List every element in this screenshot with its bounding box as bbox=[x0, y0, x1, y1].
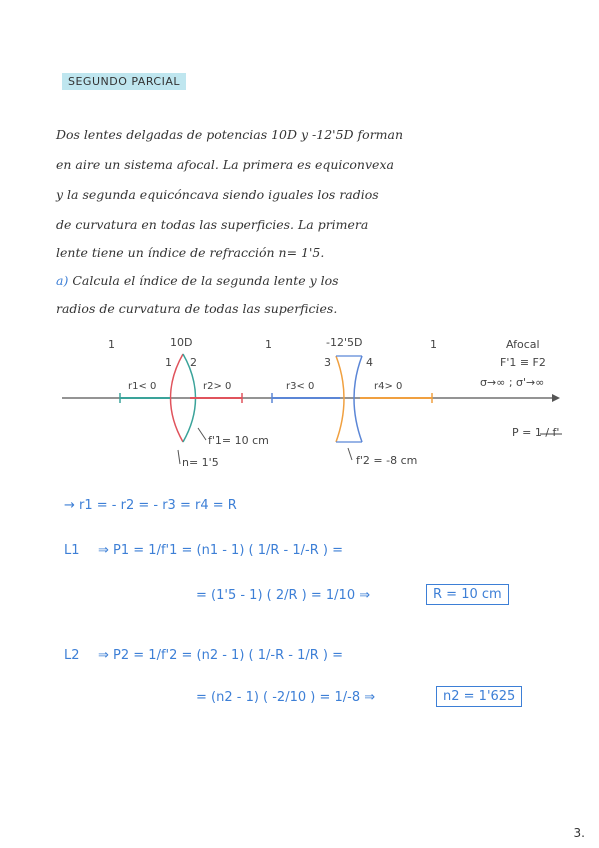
surface-3-label: 3 bbox=[324, 356, 331, 369]
part-a-label: a) bbox=[56, 273, 69, 288]
axis-arrow bbox=[552, 394, 560, 402]
surface-1-label: 1 bbox=[165, 356, 172, 369]
power2-label: -12'5D bbox=[326, 336, 363, 349]
page-number: 3. bbox=[573, 826, 585, 840]
problem-line: y la segunda equicóncava siendo iguales los radios bbox=[56, 187, 379, 202]
f2-pointer bbox=[348, 448, 352, 460]
section-title: SEGUNDO PARCIAL bbox=[62, 73, 186, 90]
n-left: 1 bbox=[108, 338, 115, 351]
r2-label: r2> 0 bbox=[203, 381, 232, 392]
radii-relation: → r1 = - r2 = - r3 = r4 = R bbox=[64, 498, 237, 513]
f1-pointer bbox=[198, 428, 206, 440]
l2-equation-1: ⇒ P2 = 1/f'2 = (n2 - 1) ( 1/-R - 1/R ) = bbox=[98, 648, 343, 663]
problem-line: de curvatura en todas las superficies. La primera bbox=[56, 217, 369, 232]
f2-label: f'2 = -8 cm bbox=[356, 454, 418, 467]
l1-equation-2: = (1'5 - 1) ( 2/R ) = 1/10 ⇒ bbox=[196, 588, 371, 603]
l1-label: L1 bbox=[64, 543, 80, 558]
surface-4-label: 4 bbox=[366, 356, 373, 369]
problem-line: Dos lentes delgadas de potencias 10D y -12'5D forman bbox=[56, 127, 404, 142]
r3-label: r3< 0 bbox=[286, 381, 315, 392]
part-a-line: radios de curvatura de todas las superficies. bbox=[56, 301, 338, 316]
l2-equation-2: = (n2 - 1) ( -2/10 ) = 1/-8 ⇒ bbox=[196, 690, 376, 705]
surface-2-label: 2 bbox=[190, 356, 197, 369]
afocal-title: Afocal bbox=[506, 338, 540, 351]
n1-label: n= 1'5 bbox=[182, 456, 219, 469]
l1-result-box: R = 10 cm bbox=[426, 584, 509, 605]
l2-result-box: n2 = 1'625 bbox=[436, 686, 522, 707]
r4-label: r4> 0 bbox=[374, 381, 403, 392]
power1-label: 10D bbox=[170, 336, 193, 349]
l1-equation-1: ⇒ P1 = 1/f'1 = (n1 - 1) ( 1/R - 1/-R ) = bbox=[98, 543, 343, 558]
power-formula: P = 1 / f' bbox=[512, 426, 560, 439]
l2-label: L2 bbox=[64, 648, 80, 663]
problem-line: en aire un sistema afocal. La primera es equiconvexa bbox=[56, 157, 394, 172]
afocal-equivalence: F'1 ≡ F2 bbox=[500, 356, 546, 369]
part-a-text: Calcula el índice de la segunda lente y los bbox=[72, 273, 339, 288]
n-right: 1 bbox=[430, 338, 437, 351]
r1-label: r1< 0 bbox=[128, 381, 157, 392]
n1-pointer bbox=[178, 450, 180, 464]
f1-label: f'1= 10 cm bbox=[208, 434, 269, 447]
afocal-condition: σ→∞ ; σ'→∞ bbox=[480, 376, 545, 389]
n-mid: 1 bbox=[265, 338, 272, 351]
problem-line: lente tiene un índice de refracción n= 1'5. bbox=[56, 245, 325, 260]
